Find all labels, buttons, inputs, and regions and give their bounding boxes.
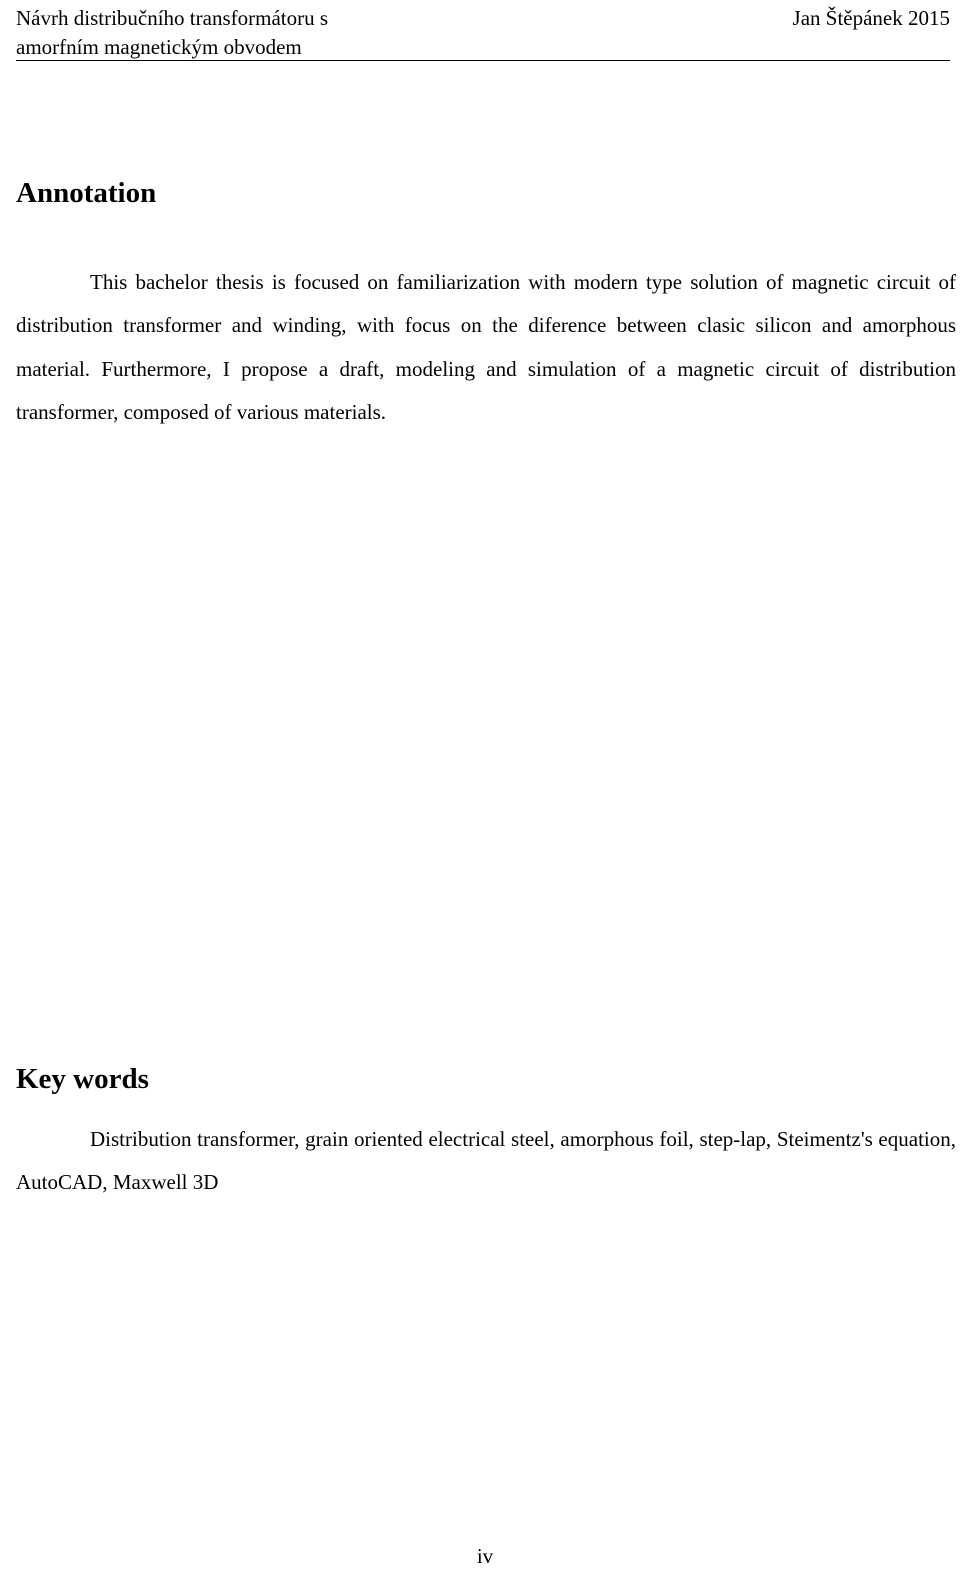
page-number: iv [476, 1544, 494, 1568]
header-title-line-1: Návrh distribučního transformátoru s [16, 6, 329, 30]
keywords-paragraph: Distribution transformer, grain oriented electrical steel, amorphous foil, step-lap, Steimentz's equation, AutoCAD, Maxwell 3D [16, 1127, 956, 1195]
header-author-year: Jan Štěpánek 2015 [792, 6, 950, 30]
running-header [16, 4, 950, 61]
annotation-heading: Annotation [16, 177, 157, 209]
header-thesis-title [16, 4, 328, 62]
keywords-heading: Key words [16, 1063, 149, 1095]
header-title-line-2: amorfním magnetickým obvodem [16, 35, 302, 59]
annotation-paragraph: This bachelor thesis is focused on familiarization with modern type solution of magnetic circuit of distribution transformer and winding, with focus on the diference between clasic silicon and amorphous material. Furthermore, I propose a draft, modeling and simulation of a magnetic circuit of distribution transformer, composed of various materials. [16, 270, 956, 425]
